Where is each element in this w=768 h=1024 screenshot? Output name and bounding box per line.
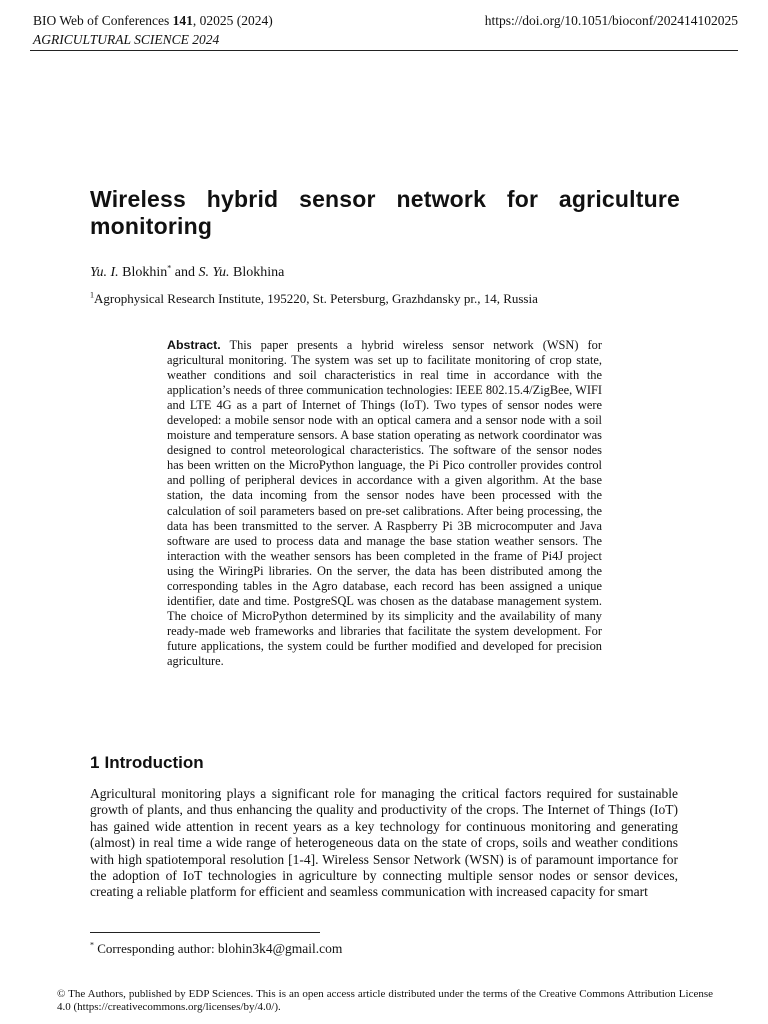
license-notice: © The Authors, published by EDP Sciences. This is an open access article distributed under the terms of the Creative Commons Attribution License 4.0 (https://creativecommons.org/licenses/by/4.0/). xyxy=(57,988,713,1013)
footnote: * Corresponding author: blohin3k4@gmail.com xyxy=(90,940,343,956)
intro-paragraph: Agricultural monitoring plays a significant role for managing the critical factors required for sustainable growth of plants, and thus enhancing the quality and productivity of the crops. The Internet of Things (IoT) has gained wide attention in recent years as a key technology for continuous monitoring and generating (almost) in real time a wide range of heterogeneous data on the state of crops, soils and weather conditions with high spatiotemporal resolution [1-4]. Wireless Sensor Network (WSN) is of paramount importance for the adoption of IoT technologies in agriculture by connecting multiple sensor nodes or sensor devices, creating a reliable platform for efficient and seamless communication with increased capacity for smart xyxy=(90,786,678,900)
affiliation: $^1$Agrophysical Research Institute, 195220, St. Petersburg, Grazhdansky pr., 14, Russia xyxy=(90,290,538,306)
section-title: Introduction xyxy=(104,753,204,772)
footnote-divider xyxy=(90,932,320,933)
journal-volume: 141 xyxy=(172,13,193,28)
journal-citation: BIO Web of Conferences 141, 02025 (2024) xyxy=(33,13,273,28)
doi-link[interactable]: https://doi.org/10.1051/bioconf/202414102025 xyxy=(484,13,738,28)
author-line: Yu. I. Blokhin* and S. Yu. Blokhina xyxy=(90,263,285,280)
header-divider xyxy=(30,50,738,51)
section-number: 1 xyxy=(90,753,100,772)
affiliation-mark: 1 xyxy=(90,290,94,300)
corresponding-author-mark: * xyxy=(167,263,172,273)
conference-name: AGRICULTURAL SCIENCE 2024 xyxy=(33,32,220,47)
abstract xyxy=(167,338,602,669)
paper-title: Wireless hybrid sensor network for agriculture monitoring xyxy=(90,186,680,239)
abstract-text: This paper presents a hybrid wireless sensor network (WSN) for agricultural monitoring. The system was set up to facilitate monitoring of crop state, weather conditions and soil characteristics in real time in accordance with the application’s needs of three communication technologies: IEEE 802.15.4/ZigBee, WIFI and LTE 4G as a part of Internet of Things (IoT). Two types of sensor nodes were developed: a mobile sensor node with an optical camera and a sensor node with a soil moisture and temperature sensors. A base station operating as network coordinator was designed to control meteorological characteristics. The software of the sensor nodes has been written on the MicroPython language, the Pi Pico controller provides control and polling of peripheral devices in accordance with a given algorithm. At the base station, the data incoming from the sensor nodes have been processed with the calculation of soil parameters based on pre-set calibrations. After being processing, the data has been transmitted to the server. A Raspberry Pi 3B microcomputer and Java software are used to process data and manage the base station weather sensors. The interaction with the weather sensors has been completed in the frame of Pi4J project using the WiringPi libraries. On the server, the data has been distributed among the corresponding tables in the Agro database, each record has been assigned a unique identifier, date and time. PostgreSQL was chosen as the database management system. The choice of MicroPython determined by its simplicity and the availability of many ready-made web frameworks and libraries that facilitate the system development. For future applications, the system could be further modified and developed for precision agriculture. xyxy=(167,338,602,668)
section-heading xyxy=(90,752,209,774)
running-header xyxy=(33,11,273,49)
footnote-mark: * xyxy=(90,940,94,950)
author-email[interactable]: blohin3k4@gmail.com xyxy=(217,941,343,956)
abstract-label: Abstract. xyxy=(167,338,221,352)
